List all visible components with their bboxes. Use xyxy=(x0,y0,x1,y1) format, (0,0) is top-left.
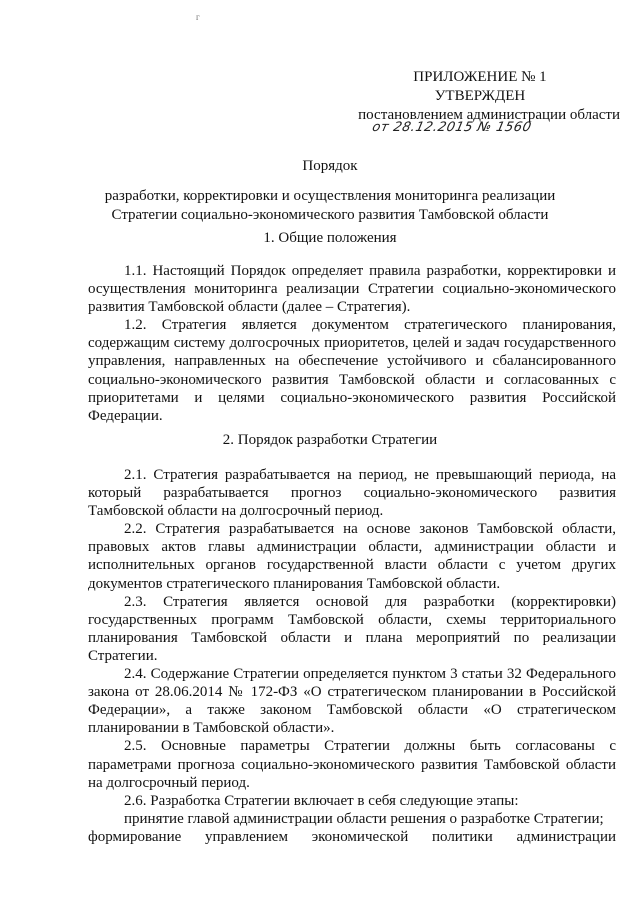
section-1-heading: 1. Общие положения xyxy=(263,230,397,246)
paragraph-1-1: 1.1. Настоящий Порядок определяет правила разработки, корректировки и осуществления мониторинга реализации Стратегии социально-экономического развития Тамбовской области (далее – Стратегия). xyxy=(88,263,616,316)
resolution-label: постановлением администрации области xyxy=(358,107,620,123)
appendix-label: ПРИЛОЖЕНИЕ № 1 xyxy=(413,69,547,85)
paragraph-2-2: 2.2. Стратегия разрабатывается на основе законов Тамбовской области, правовых актов главы администрации области, администрации области и исполнительных органов государственной власти области с учетом других документов стратегического планирования Тамбовской области. xyxy=(88,521,616,592)
section-2-body xyxy=(88,466,616,846)
approval-header xyxy=(340,68,620,125)
section-2-heading: 2. Порядок разработки Стратегии xyxy=(222,432,438,448)
paragraph-2-6-stage-2: формирование управлением экономической политики администрации xyxy=(88,828,616,845)
paragraph-2-6-stage-1: принятие главой администрации области решения о разработке Стратегии; xyxy=(124,810,604,827)
paragraph-2-6: 2.6. Разработка Стратегии включает в себя следующие этапы: xyxy=(124,792,519,809)
approved-label: УТВЕРЖДЕН xyxy=(434,88,526,104)
paragraph-2-5: 2.5. Основные параметры Стратегии должны быть согласованы с параметрами прогноза социально-экономического развития Тамбовской области на долгосрочный период. xyxy=(88,738,616,791)
title-line-3: Стратегии социально-экономического развития Тамбовской области xyxy=(111,207,549,223)
handwritten-date-number: от 28.12.2015 № 1560 xyxy=(370,120,533,135)
title-line-2: разработки, корректировки и осуществления мониторинга реализации xyxy=(104,188,556,204)
paragraph-2-4: 2.4. Содержание Стратегии определяется пунктом 3 статьи 32 Федерального закона от 28.06.2014 № 172-ФЗ «О стратегическом планировании в Российской Федерации», а также законом Тамбовской области «О стратегическом планировании в Тамбовской области». xyxy=(88,666,616,737)
title-line-1: Порядок xyxy=(302,158,358,174)
paragraph-1-2: 1.2. Стратегия является документом стратегического планирования, содержащим систему долгосрочных приоритетов, целей и задач государственного управления, направленных на обеспечение устойчивого и сбалансированного социально-экономического развития Тамбовской области и согласованных с приоритетами и целями социально-экономического развития Российской Федерации. xyxy=(88,317,616,424)
document-title xyxy=(60,157,600,225)
top-mark: г xyxy=(196,12,200,22)
paragraph-2-1: 2.1. Стратегия разрабатывается на период, не превышающий периода, на который разрабатывается прогноз социально-экономического развития Тамбовской области на долгосрочный период. xyxy=(88,467,616,520)
section-1-body xyxy=(88,262,616,425)
paragraph-2-3: 2.3. Стратегия является основой для разработки (корректировки) государственных программ Тамбовской области, схемы территориального планирования Тамбовской области и плана мероприятий по реализации Стратегии. xyxy=(88,593,616,664)
